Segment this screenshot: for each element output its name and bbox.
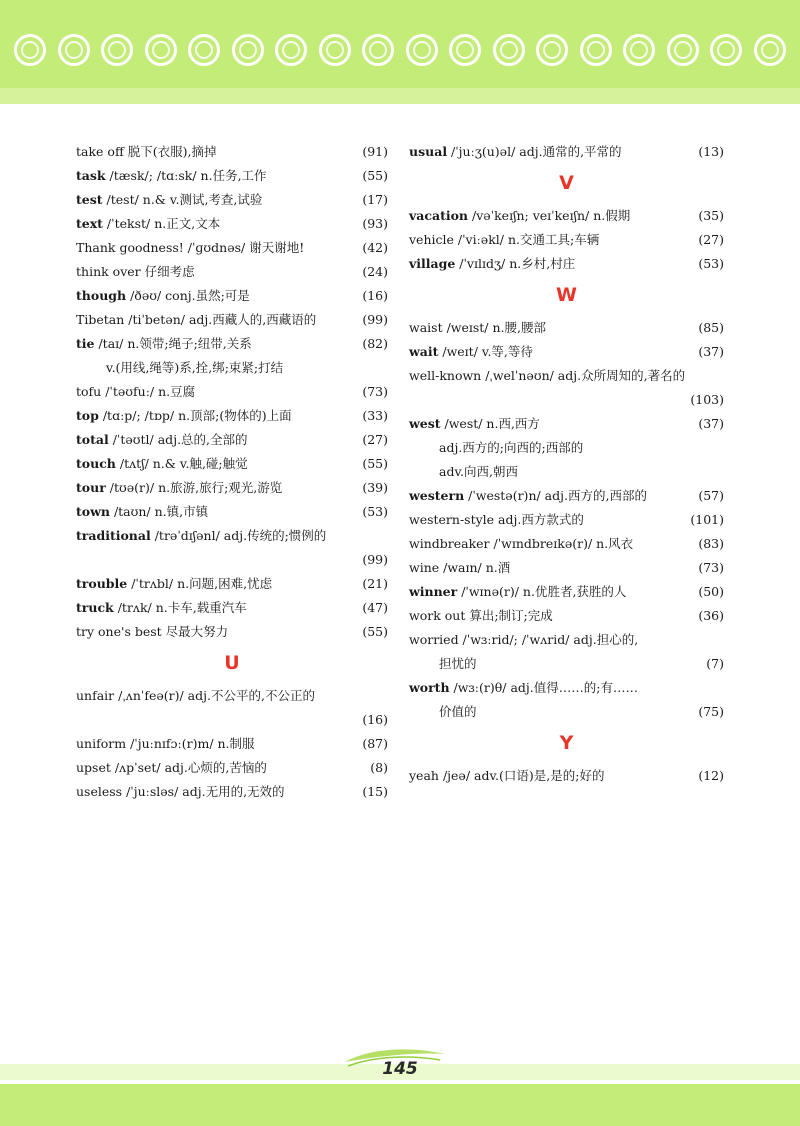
page-reference: (39) bbox=[362, 480, 388, 495]
headword: traditional bbox=[76, 528, 151, 543]
headword: waist bbox=[409, 320, 443, 335]
list-item bbox=[409, 628, 724, 676]
entry-list-v bbox=[409, 204, 724, 276]
definition: 算出;制订;完成 bbox=[465, 608, 553, 623]
list-item bbox=[76, 780, 388, 804]
list-item bbox=[409, 580, 724, 604]
entry-list-t bbox=[76, 140, 388, 644]
page-reference: (103) bbox=[690, 392, 724, 407]
header-band bbox=[0, 0, 800, 104]
definition: /ðəʊ/ conj.虽然;可是 bbox=[126, 288, 250, 303]
headword: take off bbox=[76, 144, 124, 159]
headword: test bbox=[76, 192, 103, 207]
list-item bbox=[76, 524, 388, 572]
page-reference: (37) bbox=[698, 344, 724, 359]
list-item bbox=[76, 684, 388, 732]
headword: well-known bbox=[409, 368, 482, 383]
headword: worth bbox=[409, 680, 450, 695]
headword: try one's best bbox=[76, 624, 162, 639]
definition: /ˈwɪnə(r)/ n.优胜者,获胜的人 bbox=[457, 584, 627, 599]
definition: /ˈwɪndbreɪkə(r)/ n.风衣 bbox=[489, 536, 634, 551]
section-letter-v: V bbox=[559, 172, 574, 194]
headword: wine bbox=[409, 560, 440, 575]
definition: /ˌwelˈnəʊn/ adj.众所周知的,著名的 bbox=[481, 368, 686, 383]
list-item bbox=[409, 676, 724, 724]
page-reference: (36) bbox=[698, 608, 724, 623]
definition: /ˈtəʊfuː/ n.豆腐 bbox=[101, 384, 196, 399]
list-item bbox=[76, 332, 388, 380]
page-reference: (16) bbox=[362, 288, 388, 303]
definition-continued: adv.向西,朝西 bbox=[439, 464, 518, 479]
list-item bbox=[409, 252, 724, 276]
headword: though bbox=[76, 288, 127, 303]
page-reference: (82) bbox=[362, 336, 388, 351]
page-reference: (13) bbox=[698, 144, 724, 159]
ring-icon bbox=[536, 34, 568, 66]
headword: think over bbox=[76, 264, 141, 279]
page-reference: (73) bbox=[698, 560, 724, 575]
ring-icon bbox=[58, 34, 90, 66]
ring-icon bbox=[580, 34, 612, 66]
ring-icon bbox=[362, 34, 394, 66]
list-item bbox=[409, 412, 724, 484]
definition: /waɪn/ n.酒 bbox=[439, 560, 511, 575]
entry-list-w bbox=[409, 316, 724, 724]
definition: /ˈvɪlɪdʒ/ n.乡村,村庄 bbox=[455, 256, 576, 271]
list-item bbox=[76, 596, 388, 620]
list-item bbox=[409, 140, 724, 164]
definition: /ˈjuːnɪfɔː(r)m/ n.制服 bbox=[126, 736, 255, 751]
list-item bbox=[409, 508, 724, 532]
definition: /trəˈdɪʃənl/ adj.传统的;惯例的 bbox=[150, 528, 327, 543]
page-reference: (27) bbox=[698, 232, 724, 247]
definition: adj.西方款式的 bbox=[494, 512, 584, 527]
definition: /ˈwestə(r)n/ adj.西方的,西部的 bbox=[464, 488, 647, 503]
page-reference: (42) bbox=[362, 240, 388, 255]
page-reference: (55) bbox=[362, 456, 388, 471]
headword: Tibetan bbox=[76, 312, 125, 327]
headword: top bbox=[76, 408, 99, 423]
headword: uniform bbox=[76, 736, 127, 751]
list-item bbox=[76, 260, 388, 284]
definition: /tʌtʃ/ n.& v.触,碰;触觉 bbox=[115, 456, 248, 471]
page-reference: (15) bbox=[362, 784, 388, 799]
ring-icon bbox=[319, 34, 351, 66]
page-reference: (73) bbox=[362, 384, 388, 399]
page-reference: (55) bbox=[362, 624, 388, 639]
definition: 脱下(衣服),摘掉 bbox=[123, 144, 217, 159]
page-reference: (85) bbox=[698, 320, 724, 335]
definition-continued: 担忧的 bbox=[439, 656, 477, 671]
headword: west bbox=[409, 416, 441, 431]
definition: /wɜː(r)θ/ adj.值得……的;有…… bbox=[449, 680, 638, 695]
headword: worried bbox=[409, 632, 459, 647]
page-reference: (35) bbox=[698, 208, 724, 223]
page-reference: (17) bbox=[362, 192, 388, 207]
headword: usual bbox=[409, 144, 448, 159]
ring-icon bbox=[145, 34, 177, 66]
definition: /ʌpˈset/ adj.心烦的,苦恼的 bbox=[110, 760, 267, 775]
definition-continued: 价值的 bbox=[439, 704, 477, 719]
definition-continued: v.(用线,绳等)系,拴,绑;束紧;打结 bbox=[106, 360, 284, 375]
list-item bbox=[76, 476, 388, 500]
definition: /ˈtekst/ n.正文,文本 bbox=[102, 216, 221, 231]
page-reference: (8) bbox=[370, 760, 388, 775]
headword: tour bbox=[76, 480, 106, 495]
headword: total bbox=[76, 432, 109, 447]
page-reference: (24) bbox=[362, 264, 388, 279]
headword: vacation bbox=[409, 208, 469, 223]
definition: /taʊn/ n.镇,市镇 bbox=[109, 504, 209, 519]
definition: /ˈtrʌbl/ n.问题,困难,忧虑 bbox=[127, 576, 273, 591]
entry-list-u bbox=[76, 684, 388, 804]
definition: /west/ n.西,西方 bbox=[440, 416, 540, 431]
definition: /weɪst/ n.腰,腰部 bbox=[442, 320, 546, 335]
page-reference: (75) bbox=[698, 704, 724, 719]
headword: village bbox=[409, 256, 456, 271]
headword: western bbox=[409, 488, 465, 503]
definition: /tʊə(r)/ n.旅游,旅行;观光,游览 bbox=[105, 480, 283, 495]
ring-icon bbox=[275, 34, 307, 66]
page-reference: (37) bbox=[698, 416, 724, 431]
definition: /tɑːp/; /tɒp/ n.顶部;(物体的)上面 bbox=[98, 408, 292, 423]
list-item bbox=[76, 428, 388, 452]
list-item bbox=[76, 500, 388, 524]
definition: /tiˈbetən/ adj.西藏人的,西藏语的 bbox=[124, 312, 317, 327]
list-item bbox=[76, 380, 388, 404]
list-item bbox=[76, 212, 388, 236]
ring-icon bbox=[710, 34, 742, 66]
ring-icon bbox=[754, 34, 786, 66]
headword: western-style bbox=[409, 512, 495, 527]
page-reference: (91) bbox=[362, 144, 388, 159]
definition: /tæsk/; /tɑːsk/ n.任务,工作 bbox=[105, 168, 267, 183]
headword: yeah bbox=[409, 768, 439, 783]
list-item bbox=[409, 556, 724, 580]
entry-list-y bbox=[409, 764, 724, 788]
headword: windbreaker bbox=[409, 536, 490, 551]
page-reference: (87) bbox=[362, 736, 388, 751]
section-letter-u: U bbox=[224, 652, 240, 674]
headword: wait bbox=[409, 344, 439, 359]
page-reference: (55) bbox=[362, 168, 388, 183]
ring-icon bbox=[101, 34, 133, 66]
definition: /test/ n.& v.测试,考查,试验 bbox=[102, 192, 263, 207]
headword: tie bbox=[76, 336, 95, 351]
headword: vehicle bbox=[409, 232, 454, 247]
headword: text bbox=[76, 216, 103, 231]
definition: /ˈjuːʒ(u)əl/ adj.通常的,平常的 bbox=[447, 144, 622, 159]
list-item bbox=[409, 340, 724, 364]
section-letter-w: W bbox=[556, 284, 577, 306]
ring-icon bbox=[232, 34, 264, 66]
page-reference: (53) bbox=[698, 256, 724, 271]
entry-list-u-continued bbox=[409, 140, 724, 164]
list-item bbox=[76, 140, 388, 164]
list-item bbox=[76, 756, 388, 780]
page-reference: (93) bbox=[362, 216, 388, 231]
headword: touch bbox=[76, 456, 116, 471]
definition: 尽最大努力 bbox=[161, 624, 229, 639]
page-reference: (33) bbox=[362, 408, 388, 423]
list-item bbox=[409, 764, 724, 788]
headword: work out bbox=[409, 608, 466, 623]
page-reference: (47) bbox=[362, 600, 388, 615]
page-reference: (53) bbox=[362, 504, 388, 519]
list-item bbox=[409, 316, 724, 340]
headword: trouble bbox=[76, 576, 128, 591]
list-item bbox=[76, 164, 388, 188]
page-reference: (21) bbox=[362, 576, 388, 591]
headword: Thank goodness! bbox=[76, 240, 184, 255]
ring-icon bbox=[667, 34, 699, 66]
definition: /ˈwɜːrid/; /ˈwʌrid/ adj.担心的, bbox=[458, 632, 639, 647]
list-item bbox=[76, 452, 388, 476]
headword: tofu bbox=[76, 384, 102, 399]
list-item bbox=[409, 532, 724, 556]
ring-icon bbox=[493, 34, 525, 66]
definition: /ˈɡʊdnəs/ 谢天谢地! bbox=[183, 240, 305, 255]
definition: /trʌk/ n.卡车,载重汽车 bbox=[113, 600, 247, 615]
headword: useless bbox=[76, 784, 123, 799]
page-reference: (57) bbox=[698, 488, 724, 503]
headword: winner bbox=[409, 584, 458, 599]
ring-icon bbox=[623, 34, 655, 66]
list-item bbox=[76, 572, 388, 596]
definition: /ˈviːəkl/ n.交通工具;车辆 bbox=[453, 232, 600, 247]
definition: /ˈtəʊtl/ adj.总的,全部的 bbox=[108, 432, 248, 447]
ring-icon bbox=[406, 34, 438, 66]
footer-band bbox=[0, 1084, 800, 1126]
page-number: 145 bbox=[382, 1059, 418, 1079]
definition: /jeə/ adv.(口语)是,是的;好的 bbox=[438, 768, 605, 783]
page-reference: (99) bbox=[362, 552, 388, 567]
section-letter-y: Y bbox=[559, 732, 574, 754]
right-column bbox=[409, 140, 724, 788]
list-item bbox=[76, 404, 388, 428]
page-reference: (12) bbox=[698, 768, 724, 783]
list-item bbox=[76, 284, 388, 308]
definition: /taɪ/ n.领带;绳子;纽带,关系 bbox=[94, 336, 252, 351]
page-reference: (99) bbox=[362, 312, 388, 327]
list-item bbox=[409, 228, 724, 252]
list-item bbox=[76, 188, 388, 212]
page-reference: (27) bbox=[362, 432, 388, 447]
headword: unfair bbox=[76, 688, 115, 703]
list-item bbox=[76, 732, 388, 756]
definition: /ˌʌnˈfeə(r)/ adj.不公平的,不公正的 bbox=[114, 688, 315, 703]
definition: /vəˈkeɪʃn; veɪˈkeɪʃn/ n.假期 bbox=[468, 208, 631, 223]
headword: truck bbox=[76, 600, 114, 615]
definition-continued: adj.西方的;向西的;西部的 bbox=[439, 440, 584, 455]
page-reference: (16) bbox=[362, 712, 388, 727]
page-reference: (101) bbox=[690, 512, 724, 527]
headword: upset bbox=[76, 760, 111, 775]
definition: 仔细考虑 bbox=[140, 264, 195, 279]
definition: /ˈjuːsləs/ adj.无用的,无效的 bbox=[122, 784, 285, 799]
headword: town bbox=[76, 504, 110, 519]
page-reference: (50) bbox=[698, 584, 724, 599]
list-item bbox=[76, 308, 388, 332]
ring-icon bbox=[14, 34, 46, 66]
page-reference: (7) bbox=[706, 656, 724, 671]
list-item bbox=[409, 364, 724, 412]
list-item bbox=[409, 484, 724, 508]
headword: task bbox=[76, 168, 106, 183]
list-item bbox=[409, 204, 724, 228]
list-item bbox=[409, 604, 724, 628]
list-item bbox=[76, 236, 388, 260]
ring-icon bbox=[449, 34, 481, 66]
header-strip bbox=[0, 88, 800, 104]
page-reference: (83) bbox=[698, 536, 724, 551]
list-item bbox=[76, 620, 388, 644]
left-column bbox=[76, 140, 388, 804]
definition: /weɪt/ v.等,等待 bbox=[438, 344, 533, 359]
ring-icon bbox=[188, 34, 220, 66]
